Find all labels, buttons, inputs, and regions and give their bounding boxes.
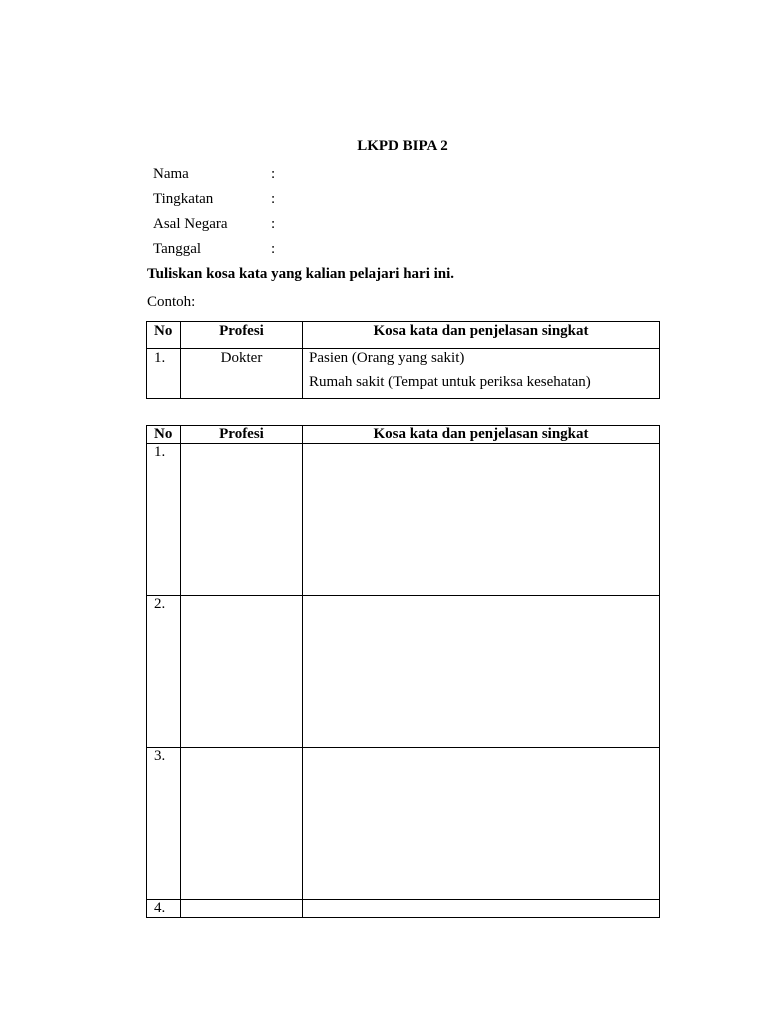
field-tanggal [153, 241, 281, 258]
header-profesi: Profesi [181, 322, 303, 349]
row-number: 3. [147, 748, 181, 900]
header-kosa-kata: Kosa kata dan penjelasan singkat [303, 426, 660, 444]
kosa-kata-item: Rumah sakit (Tempat untuk periksa kesehatan) [309, 374, 591, 390]
answer-table [146, 425, 660, 918]
kosa-kata-input-cell[interactable] [303, 596, 660, 748]
field-nama [153, 166, 281, 183]
field-colon: : [271, 166, 276, 182]
kosa-kata-input-cell[interactable] [303, 748, 660, 900]
example-table [146, 321, 660, 399]
table-row [147, 349, 660, 399]
profesi-input-cell[interactable] [181, 444, 303, 596]
field-label: Nama [153, 166, 189, 182]
header-no: No [147, 426, 181, 444]
kosa-kata-input-cell[interactable] [303, 444, 660, 596]
field-tingkatan [153, 191, 281, 208]
field-colon: : [271, 216, 276, 232]
table-row [147, 444, 660, 596]
example-label: Contoh: [147, 294, 196, 310]
field-colon: : [271, 241, 276, 257]
header-profesi: Profesi [181, 426, 303, 444]
instruction-text: Tuliskan kosa kata yang kalian pelajari hari ini. [147, 266, 455, 282]
header-kosa-kata: Kosa kata dan penjelasan singkat [303, 322, 660, 349]
header-no: No [147, 322, 181, 349]
row-number: 1. [147, 444, 181, 596]
kosa-kata-item: Pasien (Orang yang sakit) [309, 350, 465, 366]
table-row [147, 748, 660, 900]
field-colon: : [271, 191, 276, 207]
row-number: 1. [147, 349, 181, 399]
profesi-input-cell[interactable] [181, 900, 303, 918]
table-header-row [147, 426, 660, 444]
kosa-kata-input-cell[interactable] [303, 900, 660, 918]
field-label: Tingkatan [153, 191, 214, 207]
row-number: 2. [147, 596, 181, 748]
field-label: Asal Negara [153, 216, 228, 232]
profesi-input-cell[interactable] [181, 596, 303, 748]
table-row [147, 900, 660, 918]
field-asal-negara [153, 216, 281, 233]
profesi-input-cell[interactable] [181, 748, 303, 900]
profesi-cell: Dokter [181, 349, 303, 399]
field-label: Tanggal [153, 241, 202, 257]
table-header-row [147, 322, 660, 349]
row-number: 4. [147, 900, 181, 918]
worksheet-title: LKPD BIPA 2 [357, 138, 448, 154]
kosa-kata-cell [303, 349, 660, 399]
table-row [147, 596, 660, 748]
